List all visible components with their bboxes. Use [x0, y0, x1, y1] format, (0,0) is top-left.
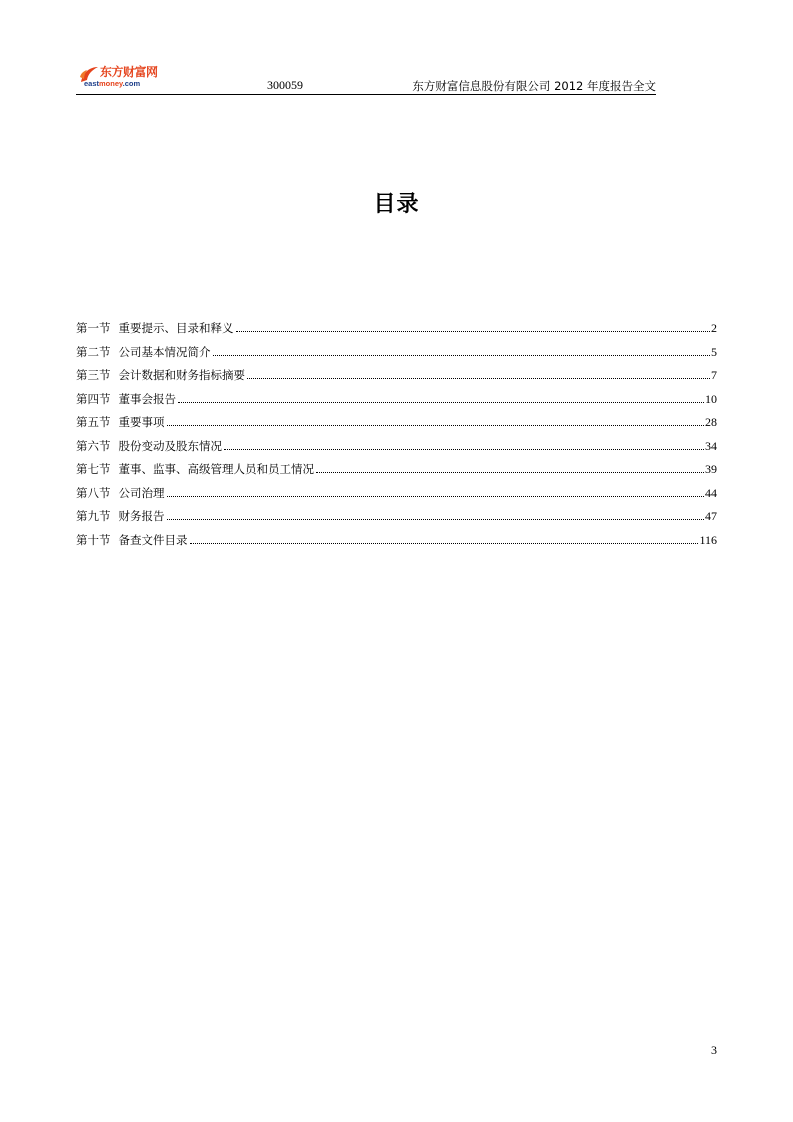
- toc-page-number: 116: [699, 532, 717, 547]
- logo-english-text: eastmoney.com: [84, 79, 141, 88]
- toc-entry[interactable]: [76, 483, 717, 507]
- toc-page-number: 10: [705, 391, 717, 406]
- toc-section-title: 备查文件目录: [118, 532, 188, 547]
- eastmoney-logo: [78, 62, 178, 90]
- toc-section-title: 公司基本情况简介: [118, 344, 211, 359]
- toc-entry[interactable]: [76, 365, 717, 389]
- logo-chinese-text: 东方财富网: [100, 65, 158, 79]
- toc-leader-dots: [190, 543, 699, 544]
- page-header: [76, 58, 656, 95]
- toc-page-number: 28: [705, 415, 717, 429]
- toc-section-number: 第八节: [76, 485, 111, 500]
- toc-leader-dots: [247, 378, 710, 379]
- toc-leader-dots: [178, 402, 704, 403]
- toc-section-title: 重要事项: [118, 415, 165, 429]
- toc-leader-dots: [224, 449, 704, 450]
- toc-leader-dots: [167, 425, 705, 426]
- toc-entry[interactable]: [76, 318, 717, 342]
- toc-section-number: 第二节: [76, 344, 111, 359]
- toc-entry[interactable]: [76, 459, 717, 483]
- page-number: 3: [711, 1043, 717, 1057]
- toc-leader-dots: [213, 355, 711, 356]
- toc-section-title: 股份变动及股东情况: [118, 438, 222, 453]
- toc-page-number: 47: [705, 509, 717, 523]
- toc-entry[interactable]: [76, 530, 717, 554]
- toc-section-number: 第六节: [76, 438, 111, 453]
- table-of-contents: [76, 318, 717, 553]
- toc-section-number: 第五节: [76, 415, 111, 429]
- toc-page-number: 39: [705, 462, 717, 476]
- toc-section-title: 重要提示、目录和释义: [118, 321, 234, 335]
- report-title: 东方财富信息股份有限公司 2012 年度报告全文: [412, 79, 656, 93]
- toc-section-title: 公司治理: [118, 485, 165, 500]
- toc-page-number: 5: [711, 344, 717, 359]
- toc-entry[interactable]: [76, 389, 717, 413]
- toc-entry[interactable]: [76, 412, 717, 436]
- toc-leader-dots: [316, 472, 704, 473]
- toc-section-number: 第十节: [76, 532, 111, 547]
- toc-entry[interactable]: [76, 436, 717, 460]
- stock-code: 300059: [267, 78, 303, 92]
- toc-section-title: 董事、监事、高级管理人员和员工情况: [118, 462, 314, 476]
- toc-section-title: 财务报告: [118, 509, 165, 523]
- toc-page-number: 2: [711, 321, 717, 335]
- toc-page-number: 44: [705, 485, 717, 500]
- toc-entry[interactable]: [76, 506, 717, 530]
- toc-leader-dots: [167, 496, 705, 497]
- toc-section-number: 第七节: [76, 462, 111, 476]
- toc-entry[interactable]: [76, 342, 717, 366]
- toc-section-number: 第一节: [76, 321, 111, 335]
- toc-section-title: 会计数据和财务指标摘要: [118, 368, 245, 382]
- toc-section-number: 第九节: [76, 509, 111, 523]
- toc-leader-dots: [167, 519, 705, 520]
- toc-section-number: 第三节: [76, 368, 111, 382]
- toc-leader-dots: [236, 331, 711, 332]
- toc-section-number: 第四节: [76, 391, 111, 406]
- toc-section-title: 董事会报告: [118, 391, 176, 406]
- toc-page-number: 7: [711, 368, 717, 382]
- toc-page-number: 34: [705, 438, 717, 453]
- toc-title: 目录: [373, 192, 420, 217]
